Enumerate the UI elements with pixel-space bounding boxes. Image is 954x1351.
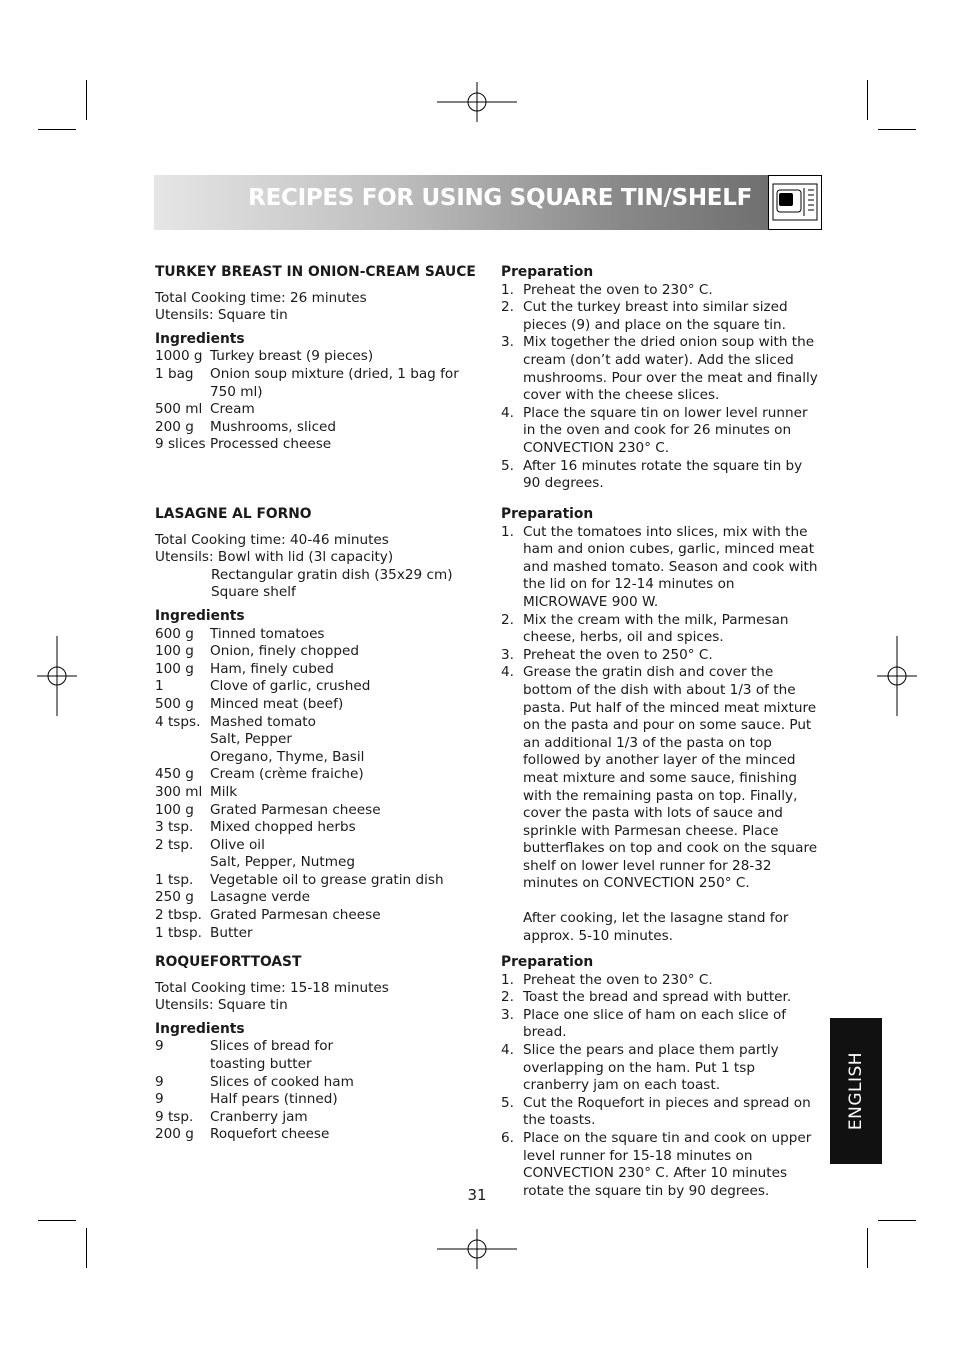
ingredient-row bbox=[155, 872, 480, 890]
language-tab bbox=[830, 1018, 882, 1164]
ingredient-name: Roquefort cheese bbox=[210, 1126, 330, 1143]
ingredient-qty: 200 g bbox=[155, 418, 194, 435]
ingredient-name: Vegetable oil to grease gratin dish bbox=[210, 871, 444, 888]
step-text: Preheat the oven to 250° C. bbox=[523, 646, 713, 663]
step: 4. Grease the gratin dish and cover the bottom of the dish with about 1/3 of the pasta. Put half of the minced meat mixture on the pasta and pour on some sauce. Put an additional 1/3 of the pasta on top followed by another layer of the minced meat mixture and some sauce, finishing with the remaining pasta on top. Finally, cover the pasta with lots of sauce and sprinkle with Parmesan cheese. Place butterflakes on top and cook on the square shelf on lower level runner for 28-32 minutes on CONVECTION 250° C. bbox=[501, 664, 823, 893]
step-text: Toast the bread and spread with butter. bbox=[523, 989, 792, 1006]
step: 2. Toast the bread and spread with butter. bbox=[501, 989, 823, 1007]
ingredient-qty: 9 bbox=[155, 1091, 164, 1108]
ingredients-heading: Ingredients bbox=[155, 1020, 245, 1037]
utensil-extra: Rectangular gratin dish (35x29 cm) bbox=[211, 566, 453, 583]
ingredient-row bbox=[155, 714, 480, 732]
recipe-roquefort-ingredients bbox=[155, 954, 480, 1144]
ingredient-row bbox=[155, 889, 480, 907]
step: 1. Preheat the oven to 230° C. bbox=[501, 282, 823, 300]
ingredient-qty: 200 g bbox=[155, 1126, 194, 1143]
ingredient-name: Milk bbox=[210, 783, 238, 800]
step-text: After 16 minutes rotate the square tin by 90 degrees. bbox=[523, 457, 803, 492]
recipe-roquefort-preparation bbox=[501, 954, 823, 1200]
registration-mark-top bbox=[437, 82, 517, 122]
ingredient-row bbox=[155, 1038, 480, 1073]
step-text: Cut the tomatoes into slices, mix with the ham and onion cubes, garlic, minced meat and mashed tomato. Season and cook with the lid on for 12-14 minutes on MICROWAVE 900 W. bbox=[523, 523, 818, 610]
ingredient-row bbox=[155, 661, 480, 679]
ingredient-name: Salt, Pepper bbox=[210, 731, 292, 748]
header-banner bbox=[154, 175, 768, 230]
ingredient-qty: 1 bag bbox=[155, 365, 194, 382]
ingredient-row bbox=[155, 678, 480, 696]
ingredient-name: Salt, Pepper, Nutmeg bbox=[210, 854, 355, 871]
ingredient-row bbox=[155, 1109, 480, 1127]
recipe-lasagne-ingredients bbox=[155, 506, 480, 942]
ingredient-qty: 9 slices bbox=[155, 436, 206, 453]
step: 2. Mix the cream with the milk, Parmesan cheese, herbs, oil and spices. bbox=[501, 612, 823, 647]
ingredient-qty: 500 ml bbox=[155, 401, 203, 418]
step-text: Cut the Roquefort in pieces and spread on the toasts. bbox=[523, 1094, 811, 1129]
ingredient-qty: 100 g bbox=[155, 643, 194, 660]
ingredient-name: Processed cheese bbox=[210, 436, 332, 453]
ingredient-row bbox=[155, 643, 480, 661]
ingredient-row bbox=[155, 731, 480, 749]
ingredient-row bbox=[155, 1074, 480, 1092]
ingredient-row bbox=[155, 436, 480, 454]
ingredient-row bbox=[155, 348, 480, 366]
ingredient-qty: 300 ml bbox=[155, 783, 203, 800]
ingredient-row bbox=[155, 366, 480, 401]
cooking-time: Total Cooking time: 40-46 minutes bbox=[155, 531, 389, 548]
ingredient-qty: 1 bbox=[155, 678, 164, 695]
ingredient-name: Tinned tomatoes bbox=[210, 625, 325, 642]
ingredient-row bbox=[155, 784, 480, 802]
ingredient-name: Mushrooms, sliced bbox=[210, 418, 337, 435]
ingredient-qty: 1 tbsp. bbox=[155, 924, 202, 941]
utensil-extra: Square shelf bbox=[211, 584, 296, 601]
ingredient-qty bbox=[155, 731, 210, 749]
ingredient-qty: 9 tsp. bbox=[155, 1108, 194, 1125]
ingredients-heading: Ingredients bbox=[155, 330, 245, 347]
registration-mark-bottom bbox=[437, 1229, 517, 1269]
ingredient-qty: 4 tsps. bbox=[155, 713, 201, 730]
preparation-heading: Preparation bbox=[501, 506, 594, 522]
ingredient-qty: 9 bbox=[155, 1038, 164, 1055]
recipe-turkey-preparation bbox=[501, 264, 823, 493]
ingredient-row bbox=[155, 819, 480, 837]
step: 3. Preheat the oven to 250° C. bbox=[501, 647, 823, 665]
ingredient-row bbox=[155, 907, 480, 925]
step-text: Place on the square tin and cook on upper level runner for 15-18 minutes on CONVECTION 230° C. After 10 minutes rotate the square tin by 90 degrees. bbox=[523, 1129, 812, 1199]
ingredient-qty: 100 g bbox=[155, 660, 194, 677]
ingredient-row bbox=[155, 401, 480, 419]
step-text: Place one slice of ham on each slice of bread. bbox=[523, 1006, 787, 1041]
ingredient-row bbox=[155, 626, 480, 644]
step: 6. Place on the square tin and cook on upper level runner for 15-18 minutes on CONVECTION 230° C. After 10 minutes rotate the square tin by 90 degrees. bbox=[501, 1130, 823, 1200]
step: 3. Mix together the dried onion soup with the cream (don’t add water). Add the sliced mushrooms. Pour over the meat and finally cover with the cheese slices. bbox=[501, 334, 823, 404]
step-text: Place the square tin on lower level runner in the oven and cook for 26 minutes on CONVECTION 230° C. bbox=[523, 404, 808, 456]
step: 4. Place the square tin on lower level runner in the oven and cook for 26 minutes on CONVECTION 230° C. bbox=[501, 405, 823, 458]
step-text: Mix together the dried onion soup with the cream (don’t add water). Add the sliced mushrooms. Pour over the meat and finally cover with the cheese slices. bbox=[523, 334, 818, 404]
ingredient-qty: 500 g bbox=[155, 695, 194, 712]
ingredient-qty: 2 tbsp. bbox=[155, 907, 202, 924]
recipe-title: ROQUEFORTTOAST bbox=[155, 954, 302, 970]
ingredient-name: Mashed tomato bbox=[210, 713, 316, 730]
ingredient-qty bbox=[155, 854, 210, 872]
ingredient-name: Slices of bread for toasting butter bbox=[210, 1038, 334, 1072]
step-text: Slice the pears and place them partly overlapping on the ham. Put 1 tsp cranberry jam on each toast. bbox=[523, 1041, 779, 1094]
ingredient-name: Lasagne verde bbox=[210, 889, 310, 906]
utensils: Utensils: Bowl with lid (3l capacity) bbox=[155, 549, 394, 566]
recipe-turkey-ingredients bbox=[155, 264, 480, 454]
ingredient-name: Half pears (tinned) bbox=[210, 1091, 338, 1108]
step: 4. Slice the pears and place them partly overlapping on the ham. Put 1 tsp cranberry jam on each toast. bbox=[501, 1042, 823, 1095]
microwave-oven-icon bbox=[768, 175, 822, 230]
ingredient-qty: 450 g bbox=[155, 766, 194, 783]
registration-mark-left bbox=[37, 636, 77, 716]
utensils: Utensils: Square tin bbox=[155, 997, 288, 1014]
ingredient-row bbox=[155, 802, 480, 820]
ingredient-row bbox=[155, 837, 480, 855]
page-number: 31 bbox=[467, 1186, 487, 1204]
cooking-time: Total Cooking time: 15-18 minutes bbox=[155, 979, 389, 996]
ingredient-row bbox=[155, 854, 480, 872]
standing-note: After cooking, let the lasagne stand for approx. 5-10 minutes. bbox=[523, 910, 789, 944]
ingredient-qty: 100 g bbox=[155, 801, 194, 818]
ingredient-qty: 9 bbox=[155, 1073, 164, 1090]
ingredient-row bbox=[155, 419, 480, 437]
ingredient-name: Grated Parmesan cheese bbox=[210, 907, 381, 924]
step-text: Cut the turkey breast into similar sized pieces (9) and place on the square tin. bbox=[523, 299, 788, 333]
ingredient-name: Olive oil bbox=[210, 836, 265, 853]
ingredients-heading: Ingredients bbox=[155, 607, 245, 624]
ingredient-row bbox=[155, 925, 480, 943]
ingredient-qty: 250 g bbox=[155, 889, 194, 906]
step: 5. Cut the Roquefort in pieces and spread on the toasts. bbox=[501, 1095, 823, 1130]
ingredient-name: Butter bbox=[210, 924, 253, 941]
ingredient-qty bbox=[155, 749, 210, 767]
recipe-title: TURKEY BREAST IN ONION-CREAM SAUCE bbox=[155, 264, 476, 280]
ingredient-qty: 1000 g bbox=[155, 348, 203, 365]
step-text: Preheat the oven to 230° C. bbox=[523, 971, 713, 988]
registration-mark-right bbox=[877, 636, 917, 716]
ingredient-row bbox=[155, 696, 480, 714]
ingredient-name: Grated Parmesan cheese bbox=[210, 801, 381, 818]
step: 1. Preheat the oven to 230° C. bbox=[501, 972, 823, 990]
ingredient-name: Mixed chopped herbs bbox=[210, 819, 356, 836]
ingredient-qty: 1 tsp. bbox=[155, 871, 194, 888]
language-tab-label: ENGLISH bbox=[846, 1051, 866, 1131]
ingredient-qty: 600 g bbox=[155, 625, 194, 642]
preparation-heading: Preparation bbox=[501, 954, 594, 970]
ingredient-name: Clove of garlic, crushed bbox=[210, 678, 371, 695]
ingredient-name: Minced meat (beef) bbox=[210, 695, 344, 712]
step-text: Grease the gratin dish and cover the bottom of the dish with about 1/3 of the pasta. Put half of the minced meat mixture on the pasta and pour on some sauce. Put an additional 1/3 of the pasta on top followed by another layer of the minced meat mixture and some sauce, finishing with the remaining pasta on top. Finally, cover the pasta with lots of sauce and sprinkle with Parmesan cheese. Place butterflakes on top and cook on the square shelf on lower level runner for 28-32 minutes on CONVECTION 250° C. bbox=[523, 664, 818, 892]
recipe-lasagne-preparation bbox=[501, 506, 823, 945]
ingredient-name: Cranberry jam bbox=[210, 1108, 308, 1125]
ingredient-qty: 3 tsp. bbox=[155, 819, 194, 836]
ingredient-row bbox=[155, 749, 480, 767]
ingredient-name: Onion, finely chopped bbox=[210, 643, 360, 660]
ingredient-name: Onion soup mixture (dried, 1 bag for 750 ml) bbox=[210, 365, 459, 400]
ingredient-name: Oregano, Thyme, Basil bbox=[210, 748, 365, 765]
cooking-time: Total Cooking time: 26 minutes bbox=[155, 289, 367, 306]
page-title: RECIPES FOR USING SQUARE TIN/SHELF bbox=[248, 185, 752, 211]
step: 5. After 16 minutes rotate the square tin by 90 degrees. bbox=[501, 458, 823, 493]
preparation-heading: Preparation bbox=[501, 264, 594, 280]
step: 2. Cut the turkey breast into similar sized pieces (9) and place on the square tin. bbox=[501, 299, 823, 334]
ingredient-row bbox=[155, 1091, 480, 1109]
ingredient-qty: 2 tsp. bbox=[155, 836, 194, 853]
ingredient-row bbox=[155, 766, 480, 784]
step: 3. Place one slice of ham on each slice of bread. bbox=[501, 1007, 823, 1042]
recipe-title: LASAGNE AL FORNO bbox=[155, 506, 312, 522]
step-text: Mix the cream with the milk, Parmesan cheese, herbs, oil and spices. bbox=[523, 611, 789, 646]
step: 1. Cut the tomatoes into slices, mix with the ham and onion cubes, garlic, minced meat and mashed tomato. Season and cook with the lid on for 12-14 minutes on MICROWAVE 900 W. bbox=[501, 524, 823, 612]
ingredient-name: Ham, finely cubed bbox=[210, 660, 334, 677]
ingredient-row bbox=[155, 1126, 480, 1144]
utensils: Utensils: Square tin bbox=[155, 307, 288, 324]
ingredient-name: Slices of cooked ham bbox=[210, 1073, 354, 1090]
ingredient-name: Cream (crème fraiche) bbox=[210, 766, 364, 783]
ingredient-name: Cream bbox=[210, 401, 255, 418]
ingredient-name: Turkey breast (9 pieces) bbox=[210, 348, 374, 365]
step-text: Preheat the oven to 230° C. bbox=[523, 281, 713, 298]
